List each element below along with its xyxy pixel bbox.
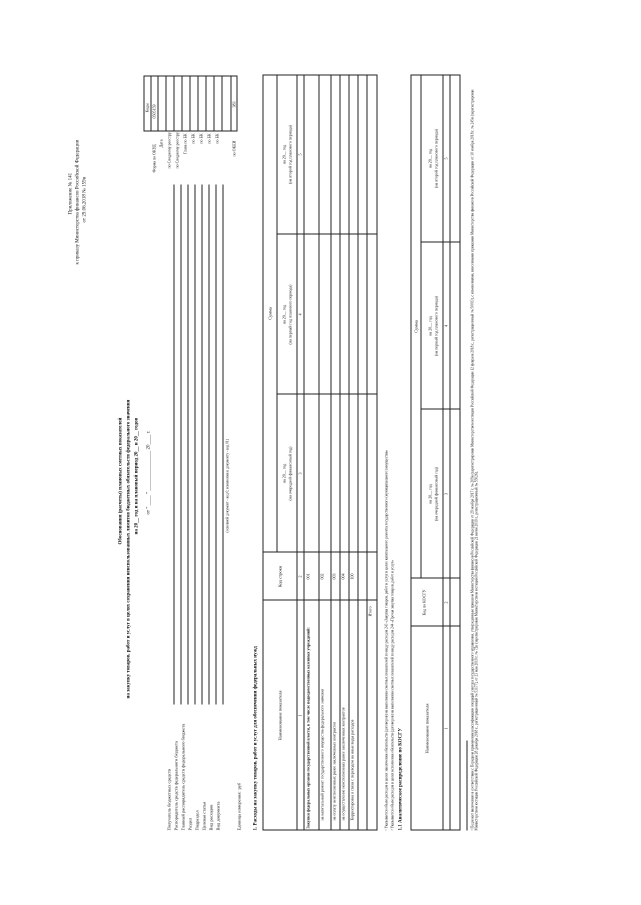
codes-row-line (174, 76, 175, 132)
s11-col-name: Наименование показателя (424, 703, 430, 754)
s1-row-name: Закупки федеральных органов государственной власти, в том числе подведомственных казенных учреждений: (305, 627, 311, 829)
codes-row-line (206, 76, 207, 132)
requisite-label: Получатель бюджетных средств (166, 768, 172, 831)
codes-row-label: по БК (214, 133, 220, 144)
s1-col-sum: Сумма (267, 307, 273, 320)
codes-row-line (190, 76, 191, 132)
doc-title-3: на 20__ год и на плановый период 20__ и 20__ годов (134, 417, 140, 535)
appendix-line-2: к приказу Министерства финансов Российской Федерации (75, 139, 81, 265)
codes-row-label: по БК (206, 133, 212, 144)
s11-year3: на 20__ год (427, 148, 433, 169)
codes-row-line (214, 76, 215, 132)
section1-title: 1. Расходы на закупку товаров, работ и услуг для обеспечения федеральных нужд (253, 646, 259, 831)
doc-title-1: Обоснования (расчеты) плановых сметных показателей (118, 417, 124, 545)
codes-row-label: по Сводному реестру (174, 132, 180, 169)
codes-okei-label: по ОКЕИ (231, 140, 237, 157)
codes-header: Коды (144, 103, 150, 113)
codes-okei-value: 383 (231, 101, 237, 108)
codes-row-label: по БК (190, 133, 196, 144)
s1-year1: на 20__ год (281, 463, 287, 484)
doc-type-hint: (основной документ - код 0; изменения к документу - код 01) (225, 439, 230, 533)
requisite-fill-line (209, 185, 210, 705)
s1-row-name: на оплату неисполненных ранее заключенных контрактов (331, 721, 337, 821)
codes-form-label: Форма по ОКУД (151, 144, 157, 173)
s11-num-5: 5 (443, 157, 449, 160)
s1-year3-sub: (на второй год планового периода) (287, 125, 293, 184)
s11-year2: на 20__ год (427, 316, 433, 336)
s1-year2: на 20__ год (281, 304, 287, 325)
s1-total: Итого (367, 606, 373, 617)
requisite-label: Вид расходов (208, 804, 214, 831)
requisite-label: Распорядитель средств федерального бюджета (173, 740, 179, 831)
s1-col-code: Код строки (277, 565, 283, 588)
unit-label: Единица измерения: (236, 791, 242, 831)
bottom-footnote: ³ Подлежит включению в соответствии с Порядком применения классификации операций сектора государственного управления, утвержденным приказом Министерства финансов Российской Федерации от 29 ноября 2017 г. № 209н (зарегистрирован Министерством юстиции Российской Федерации 12 февраля 2018 г., регистрационный № 50003), с изменениями, внесенными приказами Министерства финансов Российской Федерации от 30 ноября 2018 г. № 245н (зарегистрирован Министерством юстиции Российской Федерации 28 декабря 2018 г., регистрационный № 53177), от 23 мая 2019 г. № 72н (зарегистрирован Министерством юстиции Российской Федерации 21 июня 2019 г., регистрационный № 55026). (470, 89, 479, 831)
codes-row-line (198, 76, 199, 132)
s1-row-name: Корректировка в связи с переводом на иные виды расходов (349, 719, 355, 821)
s11-num-3: 3 (443, 493, 449, 495)
s1-row-code: 001 (305, 573, 311, 580)
s1-row-code: 003 (331, 573, 337, 580)
codes-row-label: по БК (198, 133, 204, 144)
s11-year1: на 20__ год (427, 484, 433, 504)
s11-year1-sub: (на очередной финансовый год) (433, 466, 439, 522)
codes-row-line (182, 76, 183, 132)
s11-col-sum: Сумма (413, 320, 419, 333)
requisite-fill-line (181, 185, 182, 705)
requisite-fill-line (174, 185, 175, 705)
s1-num-5: 5 (297, 153, 303, 156)
section11-title: 1.1 Аналитическое распределение по КОСГУ (398, 727, 404, 831)
appendix-line-3: от 29.06.2018 № 159н (82, 176, 88, 223)
requisite-fill-line (195, 185, 196, 705)
footnote-2: ² Указывается объем расходов в целях исполнения обязательств (договоров) на выполнение сметных показателей по виду расходов 244 «Прочая закупка товаров, работ и услуг» (390, 560, 395, 831)
codes-row-line (222, 76, 223, 132)
doc-title-2: на закупку товаров, работ и услуг в целях сохранения неиспользованных лимитов бюджетных обязательств федерального значения (126, 399, 132, 699)
s1-row-code: 100 (349, 573, 355, 580)
requisite-label: Главный распорядитель средств федерального бюджета (180, 723, 186, 831)
s11-col-code: Код по КОСГУ (421, 589, 427, 616)
s1-row-name: на капитальный ремонт государственного имущества федерального значения (319, 688, 325, 821)
requisite-fill-line (223, 185, 224, 705)
requisite-label: Подраздел (194, 810, 200, 831)
requisite-label: Целевая статья (201, 801, 207, 831)
s1-year3: на 20__ год (281, 144, 287, 165)
s1-num-4: 4 (297, 313, 303, 316)
requisite-label: Раздел (187, 817, 193, 831)
doc-date-line: от " ____ " ________________ 20____ г. (146, 430, 152, 515)
footnote-1: ¹ Указывается объем расходов в целях заключения обязательств (договоров) на выполнение сметных показателей по виду расходов 243 «Закупка товаров, работ и услуг в целях капитального ремонта государственного (муниципального) имущества» (384, 449, 389, 831)
s1-row-name: на осуществление неисполненных ранее заключенных контрактов (340, 707, 346, 821)
appendix-line-1: Приложение № 141 (68, 172, 74, 215)
s1-col-name: Наименование показателя (277, 690, 283, 741)
s1-num-2: 2 (297, 575, 303, 578)
s1-row-code: 002 (319, 573, 325, 580)
s11-num-4: 4 (443, 325, 449, 327)
requisite-fill-line (216, 185, 217, 705)
s1-row-code: 004 (340, 573, 346, 580)
codes-date-label: Дата (158, 139, 164, 148)
s1-year2-sub: (на первый год планового периода) (287, 284, 293, 345)
s11-year3-sub: (на второй год планового периода) (433, 129, 439, 188)
s11-num-1: 1 (443, 727, 449, 730)
rotated-page (1, 0, 641, 905)
codes-row-label: по Сводному реестру (166, 132, 172, 169)
s1-num-1: 1 (297, 714, 303, 717)
s11-num-2: 2 (443, 601, 449, 604)
codes-form-value: 0505159 (151, 104, 157, 119)
requisite-fill-line (202, 185, 203, 705)
s1-num-3: 3 (297, 472, 303, 475)
codes-row-label: Глава по БК (182, 133, 188, 154)
requisite-fill-line (188, 185, 189, 705)
s1-year1-sub: (на очередной финансовый год) (287, 446, 293, 501)
requisite-label: Вид документа (215, 801, 221, 831)
unit-value: руб (236, 782, 242, 790)
s11-year2-sub: (на первый год планового периода) (433, 296, 439, 356)
